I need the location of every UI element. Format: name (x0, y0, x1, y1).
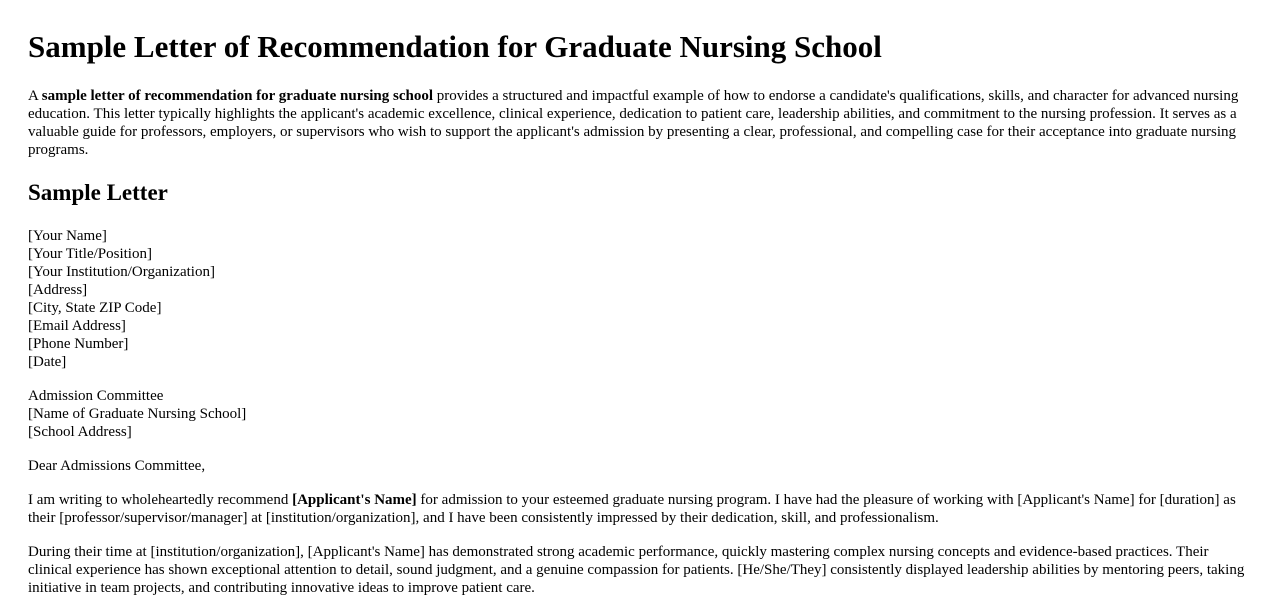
sender-line: [Your Title/Position] (28, 246, 152, 262)
recipient-line: Admission Committee (28, 388, 164, 404)
sender-line: [Address] (28, 282, 88, 298)
recipient-line: [School Address] (28, 424, 132, 440)
applicant-name-bold: [Applicant's Name] (292, 492, 417, 508)
intro-rest: provides a structured and impactful example of how to endorse a candidate's qualifications, skills, and character for advanced nursing education. This letter typically highlights the applicant's academic excellence, clinical experience, dedication to patient care, leadership abilities, and commitment to the nursing profession. It serves as a valuable guide for professors, employers, or supervisors who wish to support the applicant's admission by presenting a clear, professional, and compelling case for their acceptance into graduate nursing programs. (28, 88, 1239, 158)
page-title: Sample Letter of Recommendation for Graduate Nursing School (28, 29, 882, 64)
paragraph1-rest: for admission to your esteemed graduate nursing program. I have had the pleasure of working with [Applicant's Name] for [duration] as their [professor/supervisor/manager] at [institution/organization], and I have been consistently impressed by their dedication, skill, and professionalism. (28, 492, 1236, 526)
recipient-block (28, 387, 1250, 441)
sender-line: [Your Institution/Organization] (28, 264, 215, 280)
sender-block (28, 227, 1250, 371)
sender-line: [City, State ZIP Code] (28, 300, 162, 316)
body-paragraph-1 (28, 491, 1250, 527)
intro-lead: A (28, 88, 42, 104)
recipient-line: [Name of Graduate Nursing School] (28, 406, 247, 422)
sender-line: [Phone Number] (28, 336, 129, 352)
intro-bold: sample letter of recommendation for graduate nursing school (41, 88, 433, 104)
section-heading: Sample Letter (28, 180, 168, 205)
intro-paragraph (28, 87, 1250, 159)
body-paragraph-2: During their time at [institution/organization], [Applicant's Name] has demonstrated strong academic performance, quickly mastering complex nursing concepts and evidence-based practices. Their clinical experience has shown exceptional attention to detail, sound judgment, and a genuine compassion for patients. [He/She/They] consistently displayed leadership abilities by mentoring peers, taking initiative in team projects, and contributing innovative ideas to improve patient care. (28, 544, 1245, 596)
sender-line: [Email Address] (28, 318, 126, 334)
sender-line: [Date] (28, 354, 67, 370)
salutation: Dear Admissions Committee, (28, 458, 206, 474)
sender-line: [Your Name] (28, 228, 107, 244)
paragraph1-lead: I am writing to wholeheartedly recommend (28, 492, 293, 508)
